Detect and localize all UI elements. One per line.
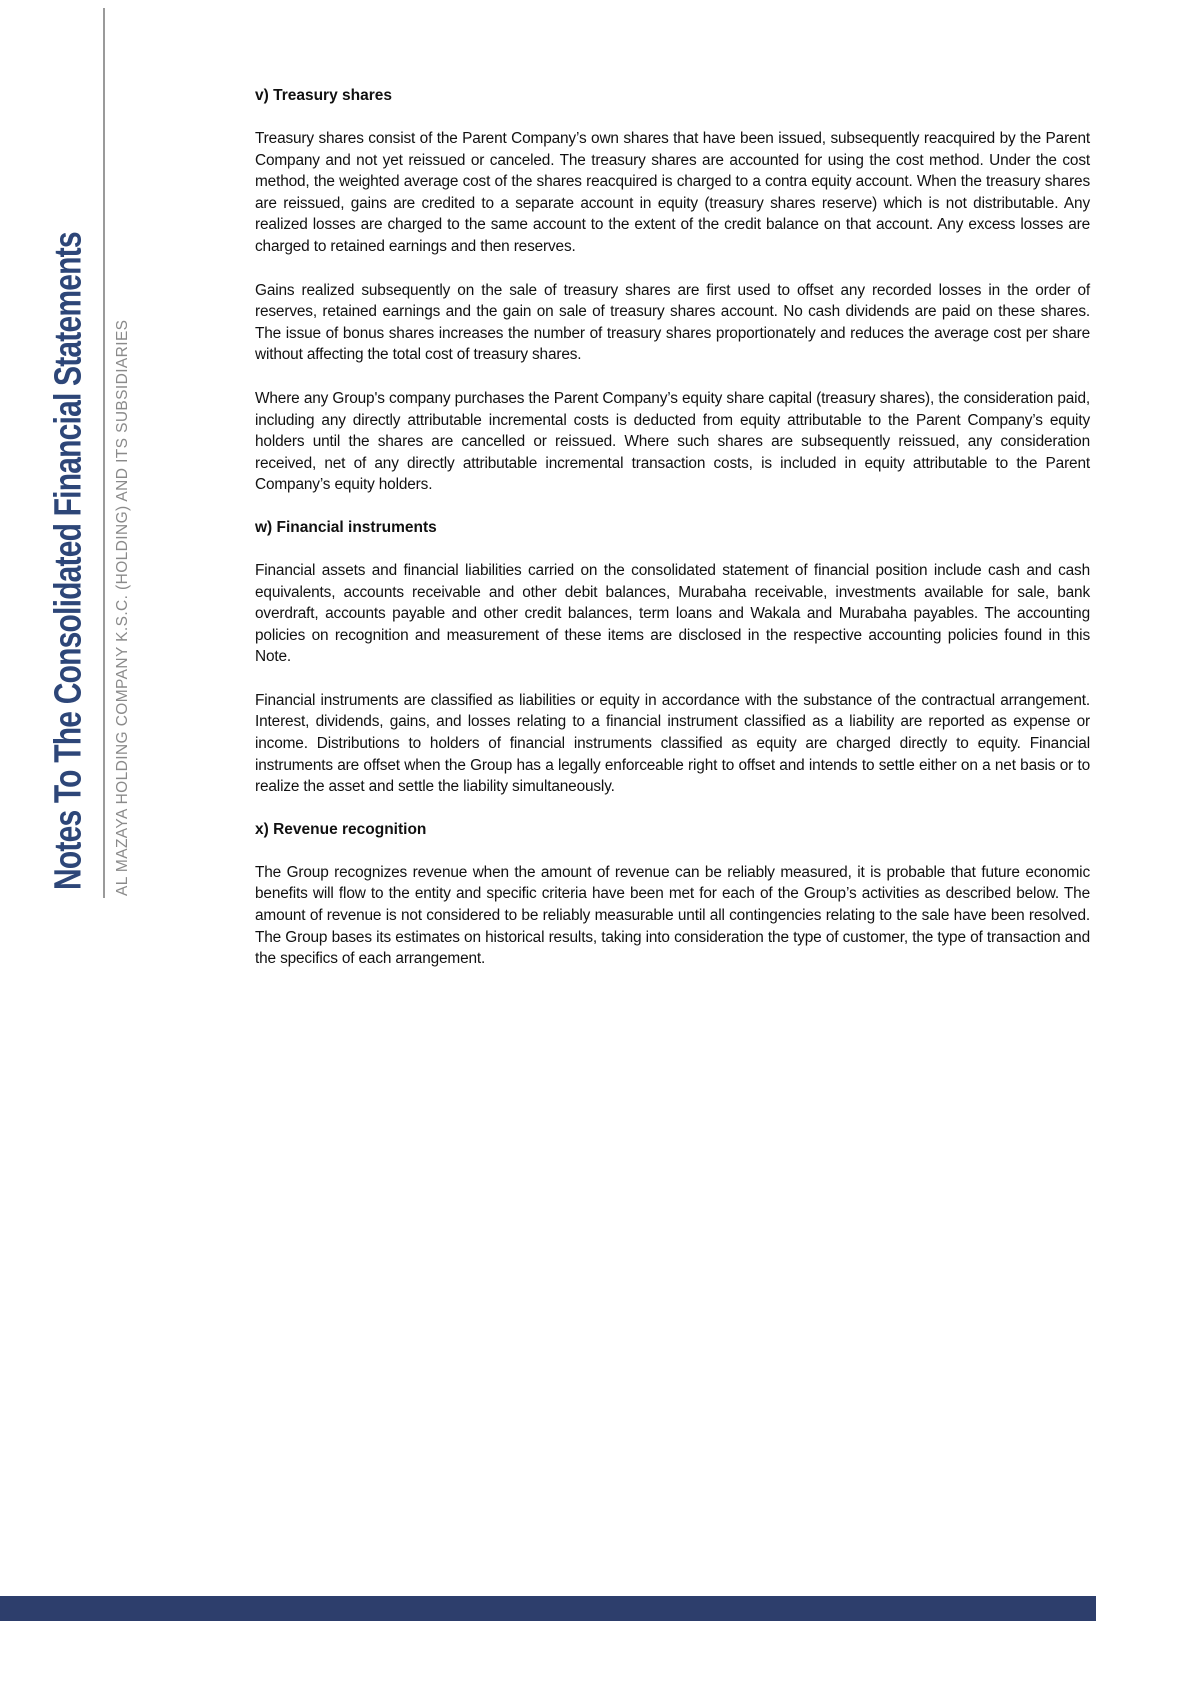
sidebar-company-name: AL MAZAYA HOLDING COMPANY K.S.C. (HOLDING) AND ITS SUBSIDIARIES [114, 319, 131, 896]
section-heading: w) Financial instruments [255, 518, 437, 536]
section-financial-instruments [255, 518, 1090, 798]
paragraph: Gains realized subsequently on the sale of treasury shares are first used to offset any recorded losses in the order of reserves, retained earnings and the gain on sale of treasury shares account. No cash dividends are paid on these shares. The issue of bonus shares increases the number of treasury shares proportionately and reduces the average cost per share without affecting the total cost of treasury shares. [255, 281, 1090, 364]
paragraph: Treasury shares consist of the Parent Company’s own shares that have been issued, subsequently reacquired by the Parent Company and not yet reissued or canceled. The treasury shares are accounted for using the cost method. Under the cost method, the weighted average cost of the shares reacquired is charged to a contra equity account. When the treasury shares are reissued, gains are credited to a separate account in equity (treasury shares reserve) which is not distributable. Any realized losses are charged to the same account to the extent of the credit balance on that account. Any excess losses are charged to retained earnings and then reserves. [255, 130, 1090, 255]
section-treasury-shares [255, 86, 1090, 496]
section-revenue-recognition [255, 820, 1090, 970]
paragraph: Financial assets and financial liabilities carried on the consolidated statement of financial position include cash and cash equivalents, accounts receivable and other debit balances, Murabaha receivable, investments available for sale, bank overdraft, accounts payable and other credit balances, term loans and Wakala and Murabaha payables. The accounting policies on recognition and measurement of these items are disclosed in the respective accounting policies found in this Note. [255, 561, 1090, 666]
sidebar-title: Notes To The Consolidated Financial Statements [47, 232, 90, 890]
footer-bar [0, 1596, 1096, 1621]
paragraph: Where any Group's company purchases the Parent Company’s equity share capital (treasury shares), the consideration paid, including any directly attributable incremental costs is deducted from equity attributable to the Parent Company’s equity holders until the shares are cancelled or reissued. Where such shares are subsequently reissued, any consideration received, net of any directly attributable incremental transaction costs, is included in equity attributable to the Parent Company’s equity holders. [255, 389, 1090, 494]
notes-content [255, 86, 1090, 992]
sidebar-divider [103, 8, 105, 898]
paragraph: The Group recognizes revenue when the amount of revenue can be reliably measured, it is probable that future economic benefits will flow to the entity and specific criteria have been met for each of the Group’s activities as described below. The amount of revenue is not considered to be reliably measurable until all contingencies relating to the sale have been resolved. The Group bases its estimates on historical results, taking into consideration the type of customer, the type of transaction and the specifics of each arrangement. [255, 863, 1090, 968]
paragraph: Financial instruments are classified as liabilities or equity in accordance with the substance of the contractual arrangement. Interest, dividends, gains, and losses relating to a financial instrument classified as a liability are reported as expense or income. Distributions to holders of financial instruments classified as equity are charged directly to equity. Financial instruments are offset when the Group has a legally enforceable right to offset and intends to settle either on a net basis or to realize the asset and settle the liability simultaneously. [255, 691, 1090, 796]
section-heading: x) Revenue recognition [255, 820, 427, 838]
section-heading: v) Treasury shares [255, 87, 393, 104]
